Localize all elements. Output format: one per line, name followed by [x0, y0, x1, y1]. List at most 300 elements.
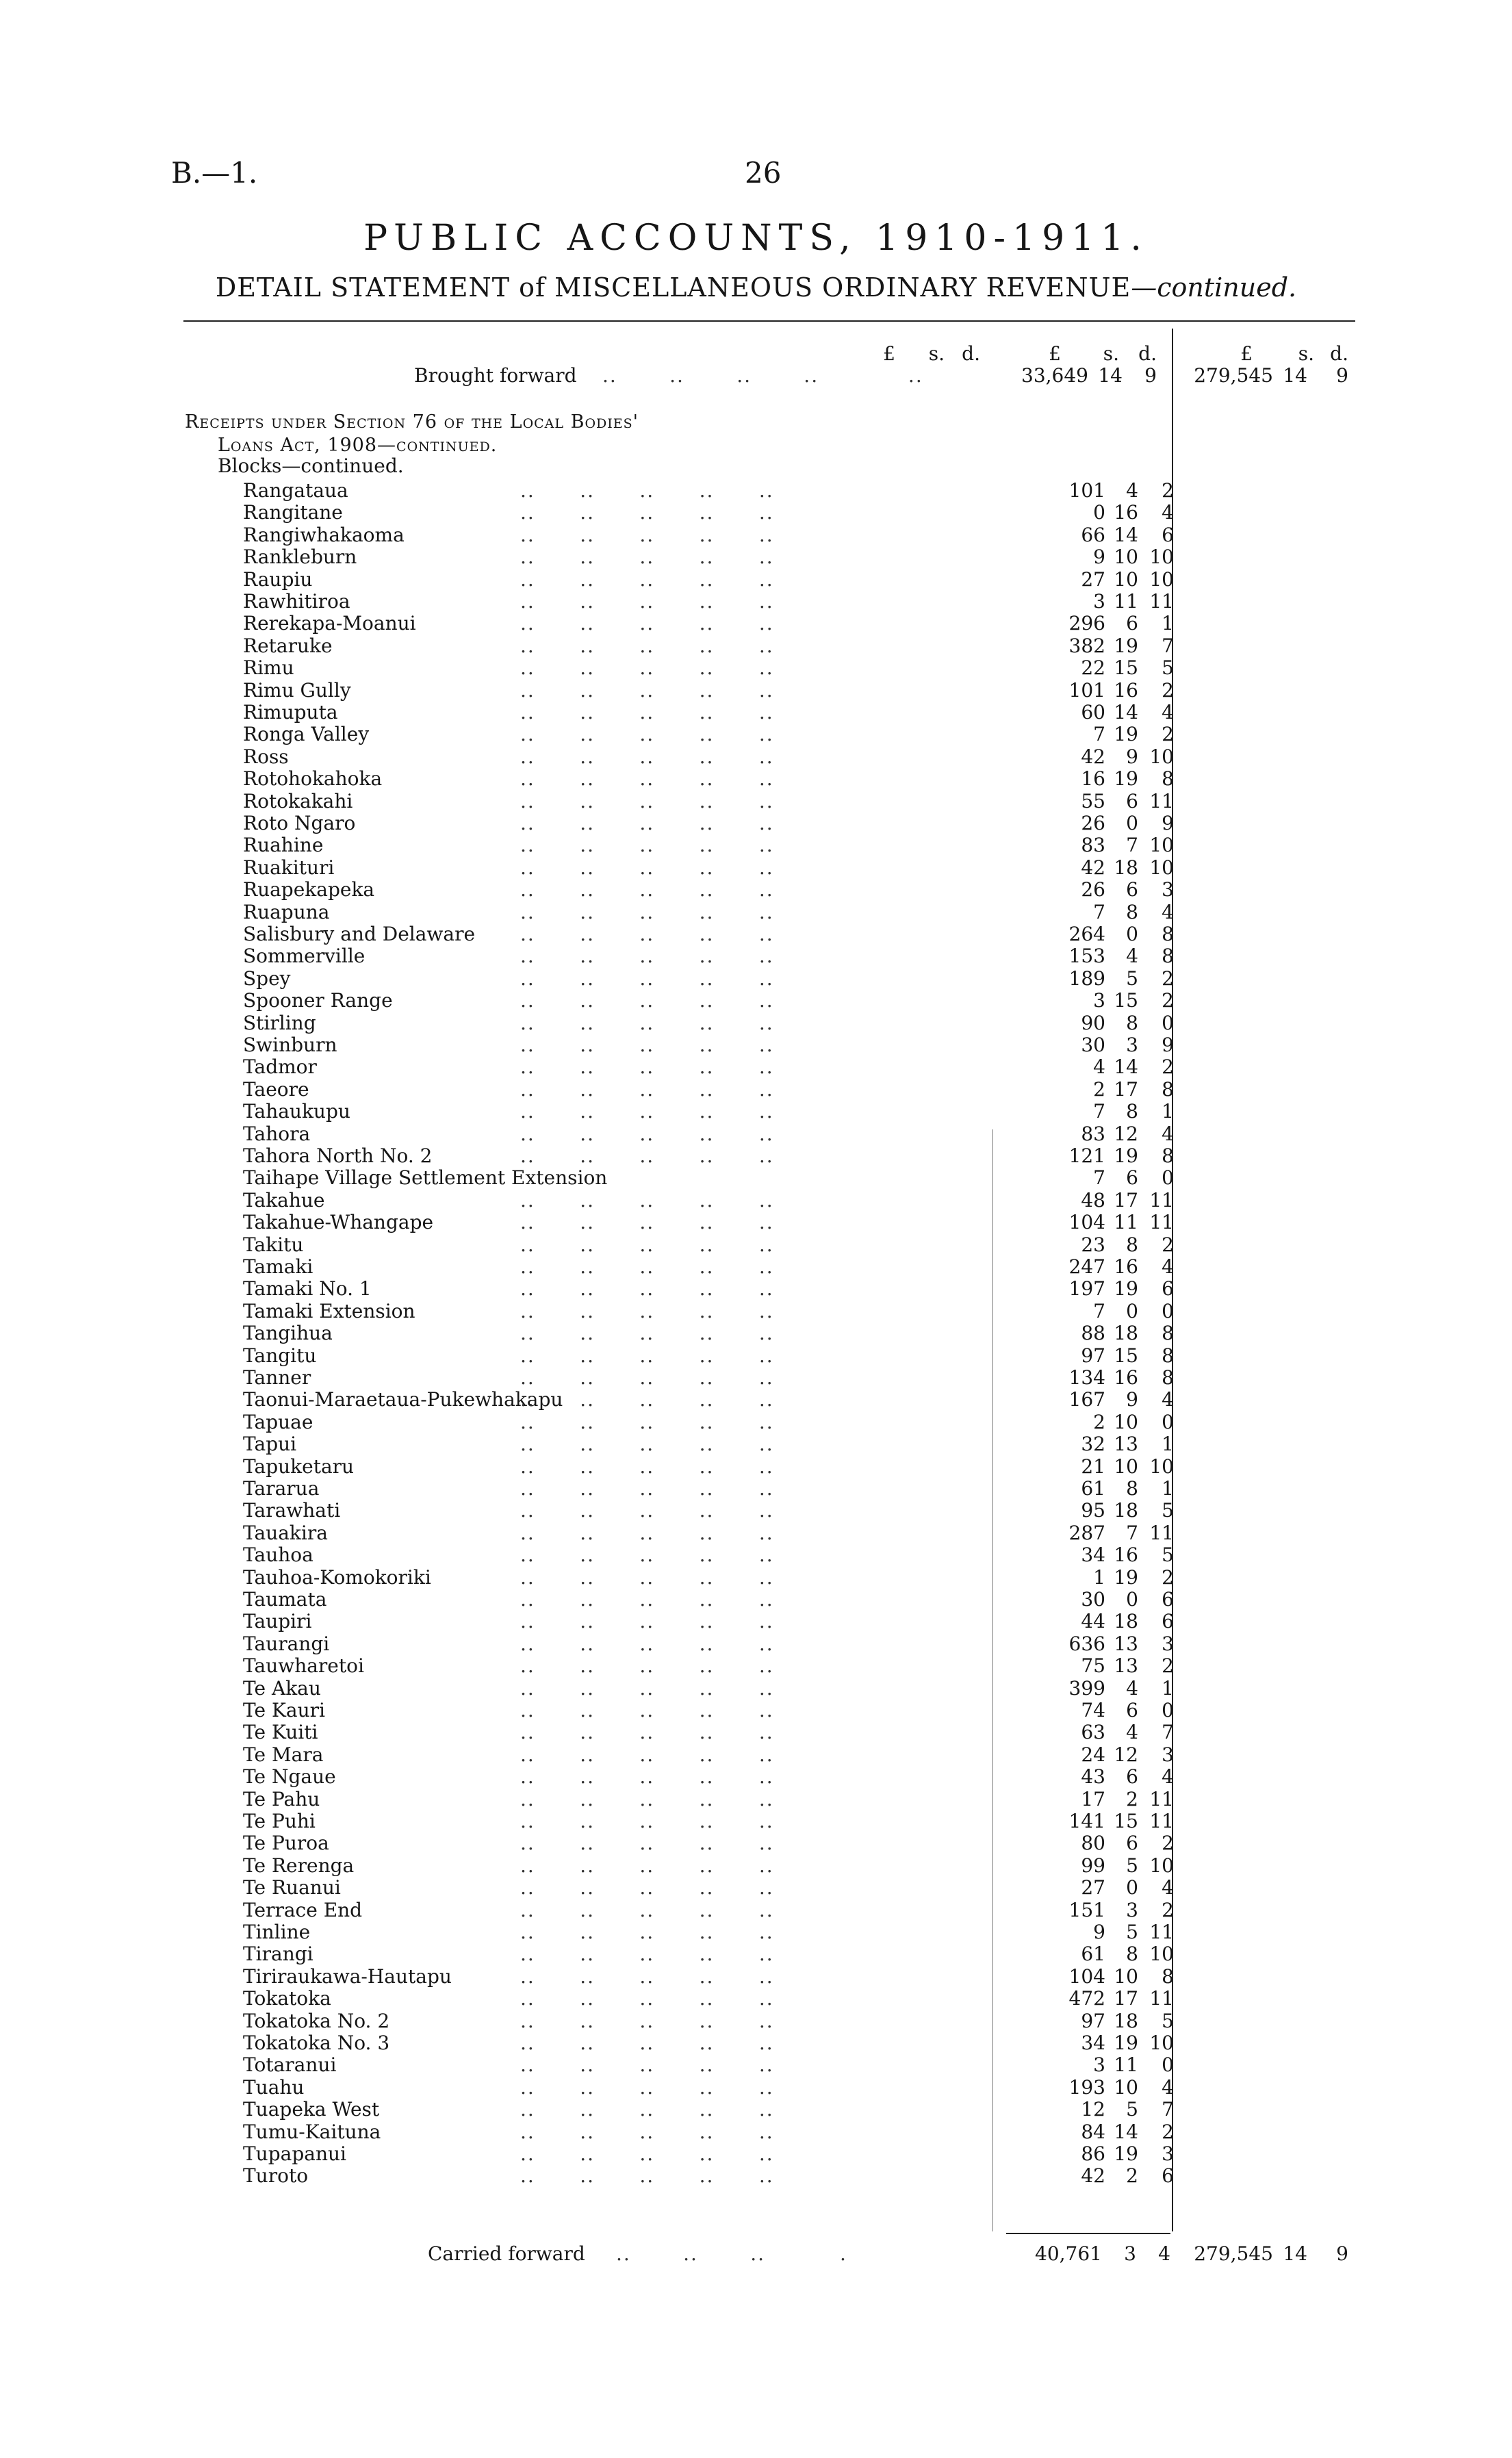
block-name: Takitu — [243, 1233, 304, 1256]
amount-pounds: 7 — [1093, 723, 1105, 746]
amount-shillings: 13 — [1114, 1433, 1138, 1456]
amount-shillings: 10 — [1114, 567, 1138, 591]
amount-pence: 5 — [1162, 1544, 1174, 1567]
dot-leaders: .. .. .. .. .. — [520, 1034, 774, 1056]
amount-pence: 10 — [1149, 2032, 1174, 2054]
amount-pence: 8 — [1162, 945, 1174, 968]
amount-pounds: 42 — [1081, 745, 1105, 768]
block-name: Retaruke — [243, 634, 333, 657]
table-row — [243, 1810, 1174, 1832]
dot-leaders: .. .. .. .. .. — [520, 1388, 774, 1411]
block-name: Tuapeka West — [243, 2098, 380, 2121]
amount-pounds: 16 — [1081, 767, 1105, 791]
amount-pence: 5 — [1162, 1499, 1174, 1522]
dot-leaders: .. .. .. .. .. — [520, 789, 774, 812]
amount-pence: 1 — [1162, 1100, 1174, 1123]
col2-pence-header: d. — [1138, 342, 1157, 365]
amount-shillings: 0 — [1126, 1299, 1138, 1322]
amount-shillings: 6 — [1126, 1699, 1138, 1721]
brought-forward-label: Brought forward — [414, 364, 577, 387]
block-name: Totaranui — [243, 2053, 337, 2077]
amount-pence: 10 — [1149, 1943, 1174, 1966]
table-row — [243, 2076, 1174, 2098]
dot-leaders: .. .. .. .. .. — [520, 1521, 774, 1544]
table-row — [243, 1078, 1174, 1100]
amount-pounds: 3 — [1093, 989, 1105, 1012]
page-subtitle — [0, 272, 1512, 303]
amount-pence: 7 — [1162, 1721, 1174, 1744]
brought-forward-col2-shillings: 14 — [1098, 364, 1123, 387]
table-row — [243, 1654, 1174, 1676]
block-name: Tamaki Extension — [243, 1299, 415, 1322]
amount-pence: 3 — [1162, 2142, 1174, 2165]
table-row — [243, 723, 1174, 745]
block-name: Rankleburn — [243, 546, 357, 569]
table-row — [243, 1123, 1174, 1144]
dot-leaders: .. .. .. .. .. — [520, 1898, 774, 1921]
amount-pence: 1 — [1162, 612, 1174, 635]
block-name: Taeore — [243, 1077, 309, 1101]
block-name: Tokatoka No. 3 — [243, 2032, 390, 2054]
dot-leaders: .. .. .. .. .. — [520, 1676, 774, 1700]
table-row — [243, 1100, 1174, 1122]
dot-leaders: .. .. .. .. .. — [520, 590, 774, 613]
amount-pence: 8 — [1162, 1322, 1174, 1345]
amount-pounds: 24 — [1081, 1743, 1105, 1766]
amount-pounds: 636 — [1068, 1632, 1105, 1655]
table-row — [243, 612, 1174, 634]
amount-shillings: 5 — [1126, 2098, 1138, 2121]
table-row — [243, 2121, 1174, 2142]
amount-pounds: 63 — [1081, 1721, 1105, 1744]
amount-shillings: 0 — [1126, 1876, 1138, 1899]
page-title: PUBLIC ACCOUNTS, 1910-1911. — [363, 218, 1149, 259]
block-name: Rotohokahoka — [243, 767, 383, 791]
dot-leaders: .. .. .. .. .. — [520, 1055, 774, 1079]
dot-leaders: .. .. .. .. .. — [520, 701, 774, 724]
dot-leaders: .. .. .. .. .. — [520, 1810, 774, 1832]
amount-pence: 4 — [1162, 1122, 1174, 1145]
amount-shillings: 16 — [1114, 501, 1138, 524]
amount-pounds: 60 — [1081, 701, 1105, 724]
dot-leaders: .. .. .. .. .. — [520, 1787, 774, 1810]
carried-forward-col3-pounds: 279,545 — [1194, 2242, 1273, 2265]
block-name: Tupapanui — [243, 2142, 346, 2165]
amount-pence: 7 — [1162, 2098, 1174, 2121]
dot-leaders: .. .. .. .. .. — [520, 878, 774, 901]
table-row — [243, 1166, 1174, 1188]
amount-pence: 2 — [1162, 1832, 1174, 1855]
amount-pounds: 9 — [1093, 546, 1105, 569]
block-name: Rangataua — [243, 479, 348, 502]
block-name: Rimu — [243, 656, 294, 680]
carried-forward-rule — [1006, 2233, 1170, 2234]
block-name: Te Rerenga — [243, 1854, 355, 1877]
dot-leaders: .. .. .. .. .. — [520, 767, 774, 791]
block-name: Terrace End — [243, 1898, 363, 1921]
table-row — [243, 1544, 1174, 1565]
amount-shillings: 9 — [1126, 1388, 1138, 1411]
brought-forward-leaders: .. .. .. .. .. — [602, 364, 923, 387]
table-row — [243, 1433, 1174, 1455]
amount-shillings: 8 — [1126, 1011, 1138, 1034]
amount-pounds: 2 — [1093, 1410, 1105, 1433]
dot-leaders: .. .. .. .. .. — [520, 1943, 774, 1966]
amount-pence: 2 — [1162, 723, 1174, 746]
amount-pence: 11 — [1149, 1188, 1174, 1212]
dot-leaders: .. .. .. .. .. — [520, 723, 774, 746]
amount-pence: 4 — [1162, 2075, 1174, 2099]
amount-pence: 7 — [1162, 634, 1174, 657]
amount-shillings: 19 — [1114, 2032, 1138, 2054]
amount-pence: 8 — [1162, 1144, 1174, 1167]
subtitle-suffix: —continued. — [1131, 272, 1297, 303]
amount-pounds: 4 — [1093, 1055, 1105, 1079]
amount-shillings: 10 — [1114, 2075, 1138, 2099]
block-name: Te Ruanui — [243, 1876, 341, 1899]
block-name: Taihape Village Settlement Extension — [243, 1166, 608, 1190]
dot-leaders: .. .. .. .. .. — [520, 1077, 774, 1101]
amount-shillings: 17 — [1114, 1077, 1138, 1101]
table-row — [243, 1055, 1174, 1077]
carried-forward-col2-shillings: 3 — [1124, 2242, 1136, 2265]
block-name: Sommerville — [243, 945, 366, 968]
amount-shillings: 8 — [1126, 1100, 1138, 1123]
block-name: Taupiri — [243, 1610, 312, 1633]
amount-pounds: 153 — [1068, 945, 1105, 968]
amount-pounds: 0 — [1093, 501, 1105, 524]
amount-pounds: 83 — [1081, 1122, 1105, 1145]
amount-pence: 0 — [1162, 1410, 1174, 1433]
amount-pence: 2 — [1162, 1055, 1174, 1079]
amount-shillings: 12 — [1114, 1743, 1138, 1766]
amount-pounds: 55 — [1081, 789, 1105, 812]
amount-pounds: 399 — [1068, 1676, 1105, 1700]
amount-pounds: 21 — [1081, 1455, 1105, 1478]
dot-leaders: .. .. .. .. .. — [520, 1499, 774, 1522]
amount-shillings: 2 — [1126, 2164, 1138, 2188]
block-name: Swinburn — [243, 1034, 337, 1056]
dot-leaders: .. .. .. .. .. — [520, 656, 774, 680]
amount-pounds: 22 — [1081, 656, 1105, 680]
amount-pence: 10 — [1149, 745, 1174, 768]
table-row — [243, 1322, 1174, 1344]
section-heading — [185, 411, 639, 457]
amount-pence: 2 — [1162, 1654, 1174, 1678]
dot-leaders: .. .. .. .. .. — [520, 966, 774, 990]
amount-pence: 1 — [1162, 1477, 1174, 1500]
block-name: Tamaki No. 1 — [243, 1277, 372, 1301]
dot-leaders: .. .. .. .. .. — [520, 834, 774, 857]
amount-pounds: 101 — [1068, 678, 1105, 702]
block-name: Tauhoa — [243, 1544, 313, 1567]
amount-shillings: 2 — [1126, 1787, 1138, 1810]
amount-pence: 2 — [1162, 678, 1174, 702]
dot-leaders: .. .. .. .. .. — [520, 1987, 774, 2010]
block-name: Tanner — [243, 1366, 311, 1389]
block-name: Tahora North No. 2 — [243, 1144, 433, 1167]
block-name: Takahue-Whangape — [243, 1211, 434, 1234]
brought-forward-col3-pence: 9 — [1336, 364, 1348, 387]
amount-shillings: 12 — [1114, 1122, 1138, 1145]
block-name: Stirling — [243, 1011, 316, 1034]
dot-leaders: .. .. .. .. .. — [520, 1344, 774, 1367]
table-row — [243, 767, 1174, 789]
amount-shillings: 18 — [1114, 2009, 1138, 2032]
block-name: Te Kuiti — [243, 1721, 318, 1744]
amount-pence: 0 — [1162, 1166, 1174, 1190]
dot-leaders: .. .. .. .. .. — [520, 1188, 774, 1212]
dot-leaders: .. .. .. .. .. — [520, 1610, 774, 1633]
dot-leaders: .. .. .. .. .. — [520, 1699, 774, 1721]
carried-forward-leaders: .. .. .. . — [616, 2242, 847, 2265]
table-top-rule — [183, 320, 1355, 322]
amount-pence: 0 — [1162, 2053, 1174, 2077]
amount-pence: 10 — [1149, 1854, 1174, 1877]
block-name: Spey — [243, 966, 291, 990]
dot-leaders: .. .. .. .. .. — [520, 2164, 774, 2188]
table-row — [243, 1255, 1174, 1277]
dot-leaders: .. .. .. .. .. — [520, 1544, 774, 1567]
block-name: Te Akau — [243, 1676, 321, 1700]
block-name: Tamaki — [243, 1255, 313, 1278]
dot-leaders: .. .. .. .. .. — [520, 2053, 774, 2077]
dot-leaders: .. .. .. .. .. — [520, 479, 774, 502]
dot-leaders: .. .. .. .. .. — [520, 1433, 774, 1456]
amount-pounds: 99 — [1081, 1854, 1105, 1877]
amount-shillings: 11 — [1114, 590, 1138, 613]
amount-pounds: 48 — [1081, 1188, 1105, 1212]
block-name: Salisbury and Delaware — [243, 923, 476, 945]
carried-forward-col2-pounds: 40,761 — [1035, 2242, 1102, 2265]
amount-shillings: 6 — [1126, 1832, 1138, 1855]
amount-pounds: 42 — [1081, 2164, 1105, 2188]
amount-pence: 4 — [1162, 1876, 1174, 1899]
amount-pounds: 151 — [1068, 1898, 1105, 1921]
block-name: Tadmor — [243, 1055, 317, 1079]
block-name: Tauhoa-Komokoriki — [243, 1565, 431, 1589]
amount-pence: 11 — [1149, 1787, 1174, 1810]
amount-shillings: 16 — [1114, 1366, 1138, 1389]
amount-shillings: 10 — [1114, 1964, 1138, 1988]
block-name: Rangitane — [243, 501, 343, 524]
amount-pence: 9 — [1162, 1034, 1174, 1056]
table-row — [243, 1677, 1174, 1699]
amount-shillings: 13 — [1114, 1654, 1138, 1678]
block-name: Rawhitiroa — [243, 590, 350, 613]
amount-shillings: 8 — [1126, 1233, 1138, 1256]
amount-shillings: 10 — [1114, 1410, 1138, 1433]
amount-shillings: 4 — [1126, 479, 1138, 502]
amount-pence: 2 — [1162, 1898, 1174, 1921]
amount-pence: 8 — [1162, 1964, 1174, 1988]
amount-pence: 0 — [1162, 1299, 1174, 1322]
block-name: Taurangi — [243, 1632, 330, 1655]
carried-forward-col3-pence: 9 — [1336, 2242, 1348, 2265]
amount-shillings: 7 — [1126, 834, 1138, 857]
block-name: Tapuae — [243, 1410, 313, 1433]
amount-shillings: 4 — [1126, 945, 1138, 968]
table-row — [243, 989, 1174, 1011]
block-name: Takahue — [243, 1188, 325, 1212]
blocks-label: Blocks—continued. — [218, 455, 404, 477]
amount-pence: 11 — [1149, 1810, 1174, 1832]
dot-leaders: .. .. .. .. .. — [520, 1832, 774, 1855]
amount-shillings: 17 — [1114, 1188, 1138, 1212]
col2-pounds-header: £ — [1049, 342, 1061, 365]
table-row — [243, 1144, 1174, 1166]
amount-pounds: 7 — [1093, 1166, 1105, 1190]
carried-forward-col2-pence: 4 — [1158, 2242, 1170, 2265]
dot-leaders: .. .. .. .. .. — [520, 2075, 774, 2099]
amount-pence: 10 — [1149, 1455, 1174, 1478]
table-row — [243, 1854, 1174, 1876]
dot-leaders: .. .. .. .. .. — [520, 2142, 774, 2165]
amount-pence: 6 — [1162, 523, 1174, 546]
dot-leaders: .. .. .. .. .. — [520, 1255, 774, 1278]
table-row — [243, 1366, 1174, 1388]
table-row — [243, 1965, 1174, 1987]
table-row — [243, 878, 1174, 900]
block-name: Ruapuna — [243, 900, 330, 923]
section-heading-line2: Loans Act, 1908—continued. — [218, 435, 498, 456]
amount-shillings: 0 — [1126, 812, 1138, 834]
table-row — [243, 501, 1174, 523]
amount-pence: 5 — [1162, 656, 1174, 680]
table-row — [243, 2098, 1174, 2120]
dot-leaders: .. .. .. .. .. — [520, 2032, 774, 2054]
block-name: Tumu-Kaituna — [243, 2120, 381, 2143]
table-row — [243, 1987, 1174, 2009]
table-row — [243, 546, 1174, 567]
table-row — [243, 834, 1174, 856]
table-row — [243, 1477, 1174, 1499]
block-name: Tauakira — [243, 1521, 328, 1544]
amount-shillings: 19 — [1114, 634, 1138, 657]
table-row — [243, 1277, 1174, 1299]
amount-shillings: 8 — [1126, 900, 1138, 923]
block-name: Taonui-Maraetaua-Pukewhakapu — [243, 1388, 563, 1411]
amount-pounds: 83 — [1081, 834, 1105, 857]
amount-pence: 0 — [1162, 1011, 1174, 1034]
dot-leaders: .. .. .. .. .. — [520, 2120, 774, 2143]
dot-leaders: .. .. .. .. .. — [520, 1233, 774, 1256]
amount-shillings: 18 — [1114, 856, 1138, 879]
table-row — [243, 1388, 1174, 1410]
block-name: Tiriraukawa-Hautapu — [243, 1964, 452, 1988]
dot-leaders: .. .. .. .. .. — [520, 1477, 774, 1500]
brought-forward-col3-pounds: 279,545 — [1194, 364, 1273, 387]
amount-pence: 2 — [1162, 966, 1174, 990]
amount-shillings: 8 — [1126, 1943, 1138, 1966]
amount-pence: 6 — [1162, 1277, 1174, 1301]
block-name: Tuahu — [243, 2075, 305, 2099]
table-row — [243, 1588, 1174, 1610]
dot-leaders: .. .. .. .. .. — [520, 2098, 774, 2121]
block-name: Ruakituri — [243, 856, 335, 879]
table-row — [243, 1832, 1174, 1854]
amount-pounds: 34 — [1081, 2032, 1105, 2054]
amount-shillings: 14 — [1114, 2120, 1138, 2143]
block-name: Ruahine — [243, 834, 324, 857]
dot-leaders: .. .. .. .. .. — [520, 546, 774, 569]
dot-leaders: .. .. .. .. .. — [520, 1211, 774, 1234]
amount-pounds: 7 — [1093, 1299, 1105, 1322]
amount-pounds: 32 — [1081, 1433, 1105, 1456]
block-name: Rerekapa-Moanui — [243, 612, 416, 635]
amount-pence: 0 — [1162, 1699, 1174, 1721]
dot-leaders: .. .. .. .. .. — [520, 1588, 774, 1611]
dot-leaders: .. .. .. .. .. — [520, 678, 774, 702]
amount-shillings: 15 — [1114, 656, 1138, 680]
dot-leaders: .. .. .. .. .. — [520, 1765, 774, 1789]
amount-pence: 6 — [1162, 2164, 1174, 2188]
table-row — [243, 1189, 1174, 1211]
table-row — [243, 635, 1174, 656]
amount-pounds: 27 — [1081, 567, 1105, 591]
dot-leaders: .. .. .. .. .. — [520, 1854, 774, 1877]
amount-pence: 2 — [1162, 479, 1174, 502]
block-name: Tahaukupu — [243, 1100, 350, 1123]
block-name: Tahora — [243, 1122, 311, 1145]
amount-shillings: 15 — [1114, 989, 1138, 1012]
table-row — [243, 1743, 1174, 1765]
dot-leaders: .. .. .. .. .. — [520, 634, 774, 657]
amount-shillings: 3 — [1126, 1898, 1138, 1921]
dot-leaders: .. .. .. .. .. — [520, 1455, 774, 1478]
col1-shillings-header: s. — [928, 342, 945, 365]
amount-pounds: 12 — [1081, 2098, 1105, 2121]
carried-forward-label: Carried forward — [428, 2242, 585, 2265]
amount-shillings: 4 — [1126, 1676, 1138, 1700]
block-name: Rimuputa — [243, 701, 338, 724]
amount-shillings: 19 — [1114, 1277, 1138, 1301]
table-row — [243, 1943, 1174, 1964]
block-name: Tararua — [243, 1477, 320, 1500]
block-name: Te Kauri — [243, 1699, 325, 1721]
col1-pence-header: d. — [962, 342, 980, 365]
table-row — [243, 1921, 1174, 1943]
amount-pounds: 7 — [1093, 900, 1105, 923]
table-row — [243, 1899, 1174, 1921]
table-row — [243, 479, 1174, 501]
dot-leaders: .. .. .. .. .. — [520, 745, 774, 768]
amount-pounds: 34 — [1081, 1544, 1105, 1567]
table-row — [243, 2053, 1174, 2075]
table-row — [243, 1211, 1174, 1233]
amount-pounds: 44 — [1081, 1610, 1105, 1633]
dot-leaders: .. .. .. .. .. — [520, 1721, 774, 1744]
document-reference: B.—1. — [171, 156, 258, 190]
amount-pence: 8 — [1162, 767, 1174, 791]
block-name: Tauwharetoi — [243, 1654, 364, 1678]
amount-pence: 2 — [1162, 989, 1174, 1012]
dot-leaders: .. .. .. .. .. — [520, 1011, 774, 1034]
table-row — [243, 967, 1174, 989]
amount-shillings: 19 — [1114, 2142, 1138, 2165]
dot-leaders: .. .. .. .. .. — [520, 1144, 774, 1167]
table-row — [243, 1012, 1174, 1034]
table-row — [243, 1344, 1174, 1366]
amount-shillings: 3 — [1126, 1034, 1138, 1056]
amount-pounds: 30 — [1081, 1034, 1105, 1056]
amount-pence: 3 — [1162, 1632, 1174, 1655]
block-name: Ruapekapeka — [243, 878, 375, 901]
amount-pence: 2 — [1162, 1565, 1174, 1589]
dot-leaders: .. .. .. .. .. — [520, 945, 774, 968]
amount-pence: 4 — [1162, 1765, 1174, 1789]
amount-shillings: 13 — [1114, 1632, 1138, 1655]
